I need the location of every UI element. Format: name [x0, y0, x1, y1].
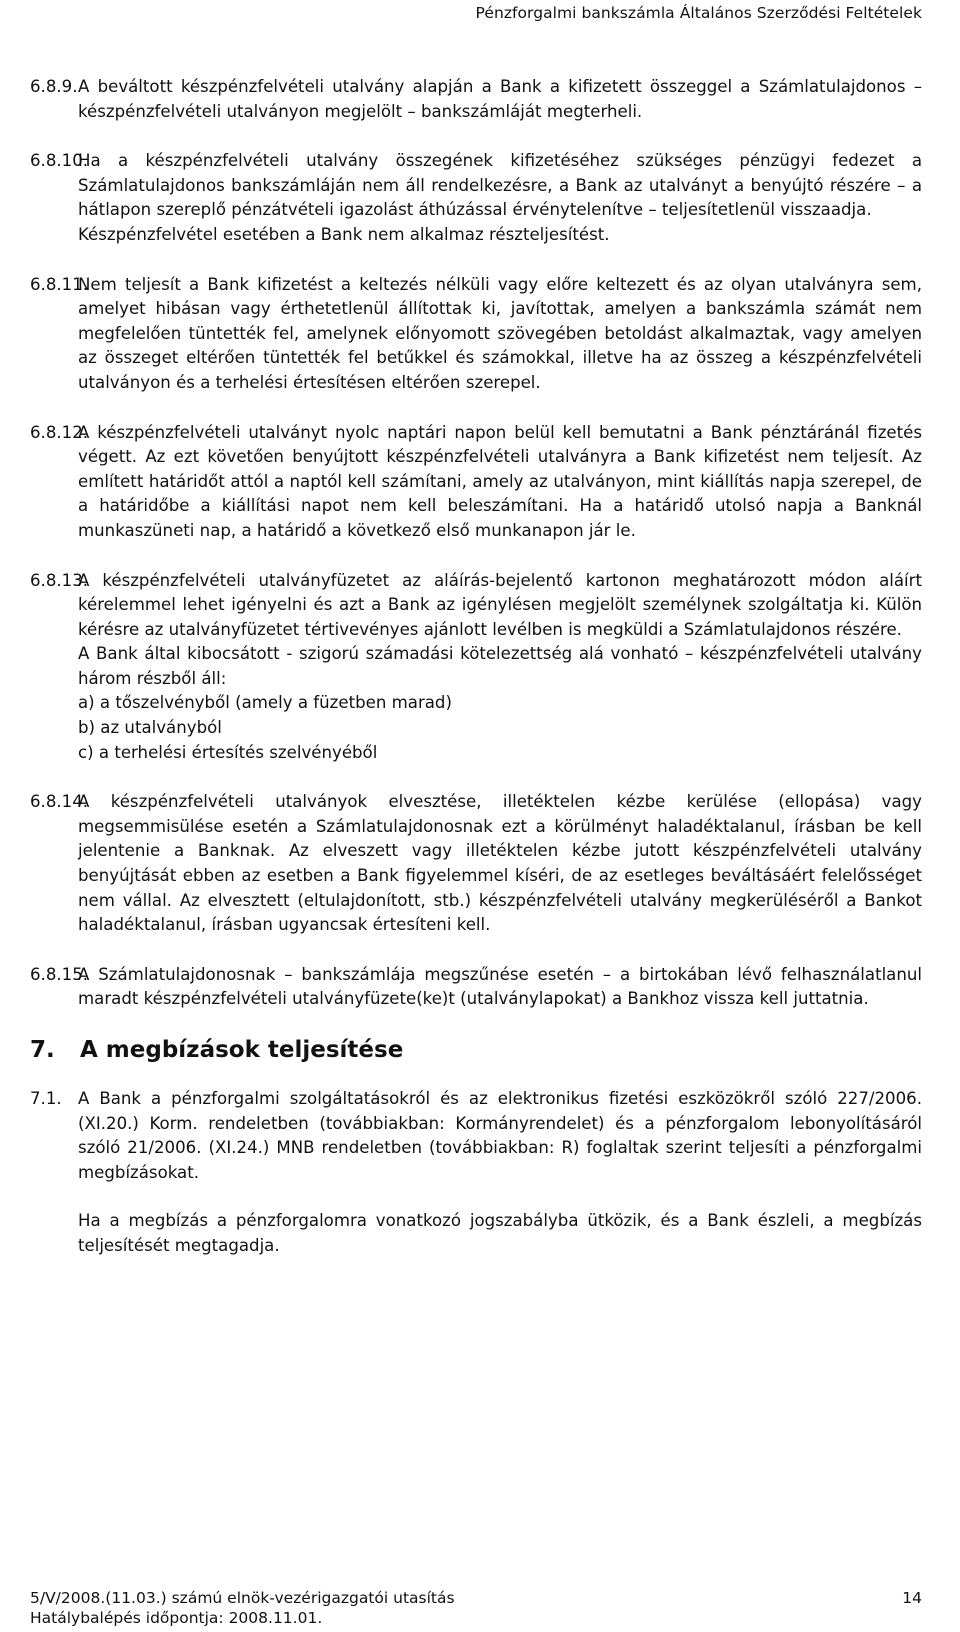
clause-paragraph: A készpénzfelvételi utalványok elvesztése, illetéktelen kézbe kerülése (ellopása) vagy megsemmisülése esetén a Számlatulajdonosnak ezt a körülményt haladéktalanul, írásban be kell jelentenie a Banknak. Az elveszett vagy illetéktelen kézbe jutott készpénzfelvételi utalvány benyújtását ebben az esetben a Bank figyelemmel kíséri, de az esetleges beváltásáért felelősséget nem vállal. Az elvesztett (eltulajdonított, stb.) készpénzfelvételi utalvány megkerüléséről a Bankot haladéktalanul, írásban ugyancsak értesíteni kell. — [78, 792, 922, 935]
clause-6-8-9 — [30, 75, 922, 124]
footer-effective-date: Hatálybalépés időpontja: 2008.11.01. — [30, 1609, 323, 1627]
running-header: Pénzforgalmi bankszámla Általános Szerződési Feltételek — [475, 4, 922, 22]
clause-number: 6.8.13. — [30, 570, 89, 590]
clause-body — [78, 421, 922, 544]
clause-paragraph: A készpénzfelvételi utalványt nyolc naptári napon belül kell bemutatni a Bank pénztáránál fizetés végett. Az ezt követően benyújtott készpénzfelvételi utalványra a Bank kifizetést nem teljesít. Az említett határidőt attól a naptól kell számítani, amely az utalványon, mint kiállítás napja szerepel, de a határidőbe a kiállítási napot nem kell beleszámítani. Ha a határidő utolsó napja a Banknál munkaszüneti nap, a határidő a következő első munkanapon jár le. — [78, 422, 922, 540]
section-title: A megbízások teljesítése — [80, 1037, 404, 1063]
list-item: a) a tőszelvényből (amely a füzetben marad) — [78, 693, 452, 713]
clause-6-8-10 — [30, 149, 922, 247]
clause-6-8-12 — [30, 421, 922, 544]
clause-number: 6.8.14. — [30, 792, 89, 812]
clause-6-8-13 — [30, 569, 922, 766]
paragraph-spacer — [78, 1185, 922, 1209]
clause-number: 6.8.11. — [30, 274, 89, 294]
clause-6-8-11 — [30, 273, 922, 396]
section-number: 7. — [30, 1037, 55, 1063]
clause-paragraph: A Bank által kibocsátott - szigorú számadási kötelezettség alá vonható – készpénzfelvételi utalvány három részből áll: — [78, 644, 922, 688]
clause-paragraph: A beváltott készpénzfelvételi utalvány alapján a Bank a kifizetett összeggel a Számlatulajdonos – készpénzfelvételi utalványon megjelölt – bankszámláját megterheli. — [78, 77, 922, 121]
document-content — [30, 75, 922, 1284]
page-number: 14 — [902, 1589, 922, 1607]
clause-body — [78, 569, 922, 766]
clause-number: 6.8.9. — [30, 77, 78, 96]
list-item: b) az utalványból — [78, 718, 222, 738]
clause-body — [78, 273, 922, 396]
clause-paragraph: A Bank a pénzforgalmi szolgáltatásokról és az elektronikus fizetési eszközökről szóló 227/2006. (XI.20.) Korm. rendeletben (továbbiakban: Kormányrendelet) és a pénzforgalom lebonyolításáról szóló 21/2006. (XI.24.) MNB rendeletben (továbbiakban: R) foglaltak szerint teljesíti a pénzforgalmi megbízásokat. — [78, 1089, 922, 1182]
clause-7-1 — [30, 1087, 922, 1259]
section-heading — [30, 1037, 922, 1063]
list-item: c) a terhelési értesítés szelvényéből — [78, 742, 378, 762]
clause-body — [78, 75, 922, 124]
clause-6-8-15 — [30, 963, 922, 1012]
clause-paragraph: Ha a megbízás a pénzforgalomra vonatkozó jogszabályba ütközik, és a Bank észleli, a megbízás teljesítését megtagadja. — [78, 1211, 922, 1255]
clause-paragraph: Készpénzfelvétel esetében a Bank nem alkalmaz részteljesítést. — [78, 224, 610, 244]
clause-number: 6.8.15. — [30, 964, 89, 984]
clause-number: 7.1. — [30, 1089, 62, 1108]
clause-paragraph: Nem teljesít a Bank kifizetést a keltezés nélküli vagy előre keltezett és az olyan utalványra sem, amelyet hibásan vagy érthetetlenül állítottak ki, javítottak, amelyen a bankszámla számát nem megfelelően tüntették fel, amelynek előnyomott szövegében betoldást alkalmaztak, vagy amelyen az összeget eltérően tüntették fel betűkkel és számokkal, illetve ha az összeg a készpénzfelvételi utalványon és a terhelési értesítésen eltérően szerepel. — [78, 274, 922, 392]
clause-body — [78, 790, 922, 938]
footer-directive: 5/V/2008.(11.03.) számú elnök-vezérigazgatói utasítás — [30, 1589, 455, 1607]
clause-body — [78, 963, 922, 1012]
clause-paragraph: A készpénzfelvételi utalványfüzetet az aláírás-bejelentő kartonon meghatározott módon aláírt kérelemmel lehet igényelni és azt a Bank az igénylésen megjelölt személynek szolgáltatja ki. Külön kérésre az utalványfüzetet tértivevényes ajánlott levélben is megküldi a Számlatulajdonos részére. — [78, 570, 922, 639]
clause-6-8-14 — [30, 790, 922, 938]
clause-paragraph: Ha a készpénzfelvételi utalvány összegének kifizetéséhez szükséges pénzügyi fedezet a Számlatulajdonos bankszámláján nem áll rendelkezésre, a Bank az utalványt a benyújtó részére – a hátlapon szereplő pénzátvételi igazolást áthúzással érvénytelenítve – teljesítetlenül visszaadja. — [78, 151, 922, 220]
clause-number: 6.8.10. — [30, 151, 89, 171]
clause-paragraph: A Számlatulajdonosnak – bankszámlája megszűnése esetén – a birtokában lévő felhasználatlanul maradt készpénzfelvételi utalványfüzete(ke)t (utalványlapokat) a Bankhoz vissza kell juttatnia. — [78, 964, 922, 1009]
clause-body — [78, 149, 922, 247]
clause-number: 6.8.12. — [30, 422, 89, 442]
page-footer — [30, 1588, 922, 1628]
clause-body — [78, 1087, 922, 1259]
